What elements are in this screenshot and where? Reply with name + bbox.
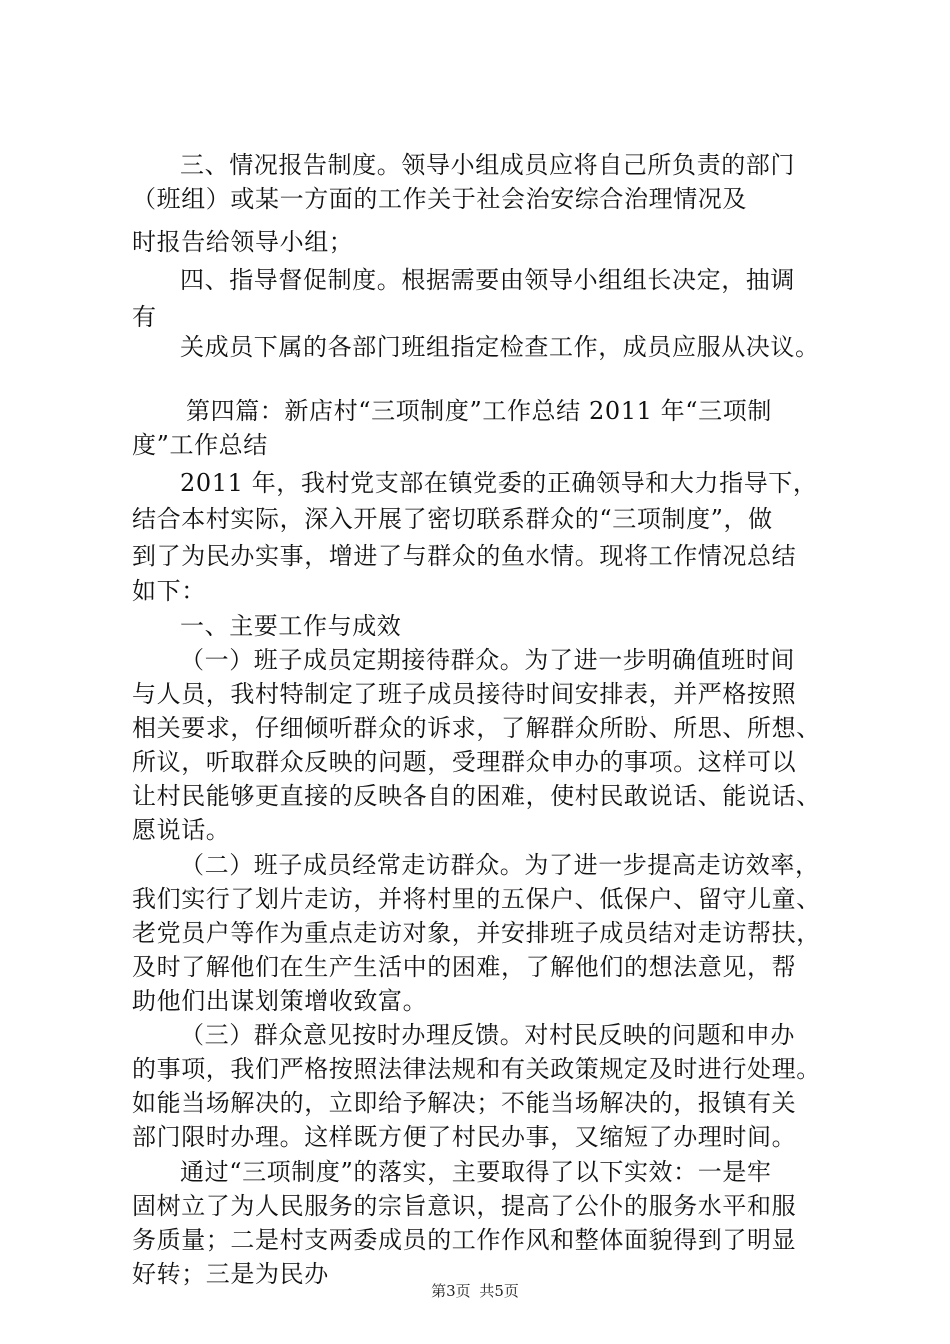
text-line: 所议，听取群众反映的问题，受理群众申办的事项。这样可以 xyxy=(132,748,797,776)
text-line: 到了为民办实事，增进了与群众的鱼水情。现将工作情况总结 xyxy=(132,542,797,570)
text-line: 四、指导督促制度。根据需要由领导小组组长决定，抽调 xyxy=(180,266,795,294)
text-line: 的事项，我们严格按照法律法规和有关政策规定及时进行处理。 xyxy=(132,1055,821,1083)
text-line: 结合本村实际，深入开展了密切联系群众的“三项制度”，做 xyxy=(132,505,773,533)
text-line: 时报告给领导小组； xyxy=(132,228,354,256)
text-line: 关成员下属的各部门班组指定检查工作，成员应服从决议。 xyxy=(180,333,820,361)
text-line: 一、主要工作与成效 xyxy=(180,612,402,640)
text-line: 部门限时办理。这样既方便了村民办事，又缩短了办理时间。 xyxy=(132,1123,797,1151)
text-line: 让村民能够更直接的反映各自的困难，使村民敢说话、能说话、 xyxy=(132,782,821,810)
text-line: 老党员户等作为重点走访对象，并安排班子成员结对走访帮扶， xyxy=(132,919,821,947)
page-total: 共5页 xyxy=(479,1282,519,1300)
text-line: 如下： xyxy=(132,577,206,605)
page-footer xyxy=(0,1281,950,1301)
section-heading: 度”工作总结 xyxy=(132,431,268,459)
text-line: 通过“三项制度”的落实，主要取得了以下实效：一是牢 xyxy=(180,1158,772,1186)
text-line: 固树立了为人民服务的宗旨意识，提高了公仆的服务水平和服 xyxy=(132,1192,797,1220)
text-line: （班组）或某一方面的工作关于社会治安综合治理情况及 xyxy=(132,185,747,213)
text-line: 愿说话。 xyxy=(132,816,231,844)
text-line: 好转；三是为民办 xyxy=(132,1260,329,1288)
text-line: 与人员，我村特制定了班子成员接待时间安排表，并严格按照 xyxy=(132,680,797,708)
text-line: 务质量；二是村支两委成员的工作作风和整体面貌得到了明显 xyxy=(132,1226,797,1254)
text-line: 及时了解他们在生产生活中的困难，了解他们的想法意见，帮 xyxy=(132,953,797,981)
text-line: 2011 年，我村党支部在镇党委的正确领导和大力指导下， xyxy=(180,469,818,497)
text-line: 如能当场解决的，立即给予解决；不能当场解决的，报镇有关 xyxy=(132,1089,797,1117)
page-number: 第3页 xyxy=(431,1282,471,1300)
text-line: 有 xyxy=(132,303,157,331)
text-line: 我们实行了划片走访，并将村里的五保户、低保户、留守儿童、 xyxy=(132,885,821,913)
text-line: 相关要求，仔细倾听群众的诉求，了解群众所盼、所思、所想、 xyxy=(132,714,821,742)
text-line: 助他们出谋划策增收致富。 xyxy=(132,987,428,1015)
text-line: 三、情况报告制度。领导小组成员应将自己所负责的部门 xyxy=(180,151,795,179)
text-line: （二）班子成员经常走访群众。为了进一步提高走访效率， xyxy=(180,851,820,879)
section-heading: 第四篇：新店村“三项制度”工作总结 2011 年“三项制 xyxy=(186,397,772,425)
text-line: （一）班子成员定期接待群众。为了进一步明确值班时间 xyxy=(180,646,795,674)
text-line: （三）群众意见按时办理反馈。对村民反映的问题和申办 xyxy=(180,1021,795,1049)
